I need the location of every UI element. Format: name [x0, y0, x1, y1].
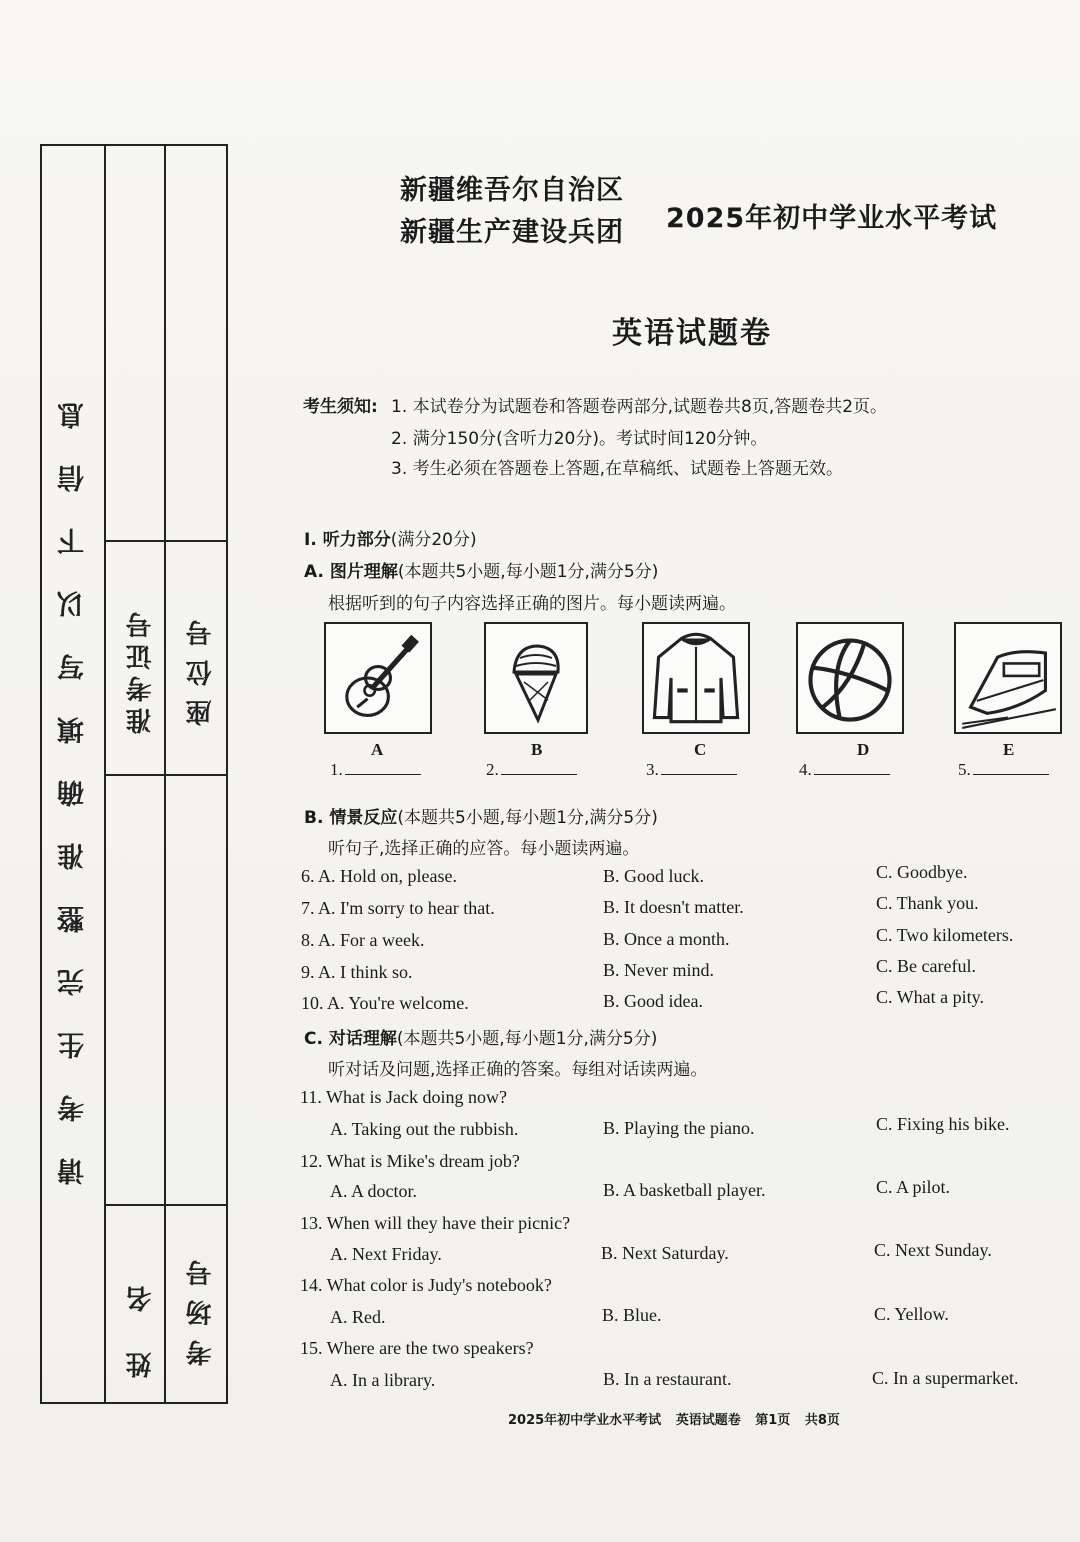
side-instruction: 请考生完整准确填写以下信息	[58, 366, 89, 1185]
option-b[interactable]: B. Once a month.	[603, 929, 730, 949]
field-seat-number[interactable]: 座位号	[186, 606, 216, 726]
option-b[interactable]: B. A basketball player.	[603, 1180, 766, 1200]
answer-blank-2[interactable]: 2.	[486, 760, 577, 780]
region-line-2: 新疆生产建设兵团	[400, 217, 624, 248]
option-b[interactable]: B. Playing the piano.	[603, 1118, 755, 1138]
part-c-instruction: 听对话及问题,选择正确的答案。每组对话读两遍。	[328, 1060, 708, 1080]
option-a[interactable]: 9. A. I think so.	[301, 962, 413, 982]
question-text: 15. Where are the two speakers?	[300, 1338, 534, 1358]
picture-d	[796, 622, 904, 734]
footer-total: 共8页	[804, 1413, 840, 1428]
notice-label: 考生须知:	[303, 397, 378, 417]
footer-subject: 英语试题卷	[675, 1413, 741, 1428]
option-a[interactable]: 10. A. You're welcome.	[301, 993, 469, 1013]
region-header	[400, 170, 624, 254]
exam-name: 2025年初中学业水平考试	[666, 203, 998, 234]
footer-exam: 2025年初中学业水平考试	[508, 1413, 662, 1428]
picture-letter: B	[531, 740, 543, 759]
picture-letter: A	[371, 740, 384, 759]
option-b[interactable]: B. Never mind.	[603, 960, 714, 980]
picture-letter: C	[694, 740, 707, 759]
question-text: 13. When will they have their picnic?	[300, 1213, 571, 1233]
option-a[interactable]: 8. A. For a week.	[301, 930, 425, 950]
option-a[interactable]: 7. A. I'm sorry to hear that.	[301, 898, 495, 918]
question-text: 14. What color is Judy's notebook?	[300, 1275, 552, 1295]
candidate-info-box	[40, 144, 228, 1404]
option-c[interactable]: C. Yellow.	[874, 1304, 949, 1324]
candidate-notice	[303, 392, 888, 479]
option-a[interactable]: A. Taking out the rubbish.	[330, 1119, 519, 1139]
question-text: 12. What is Mike's dream job?	[300, 1151, 520, 1171]
option-c[interactable]: C. In a supermarket.	[872, 1368, 1019, 1388]
option-c[interactable]: C. Next Sunday.	[874, 1240, 992, 1260]
part-a-instruction: 根据听到的句子内容选择正确的图片。每小题读两遍。	[328, 594, 736, 614]
picture-letter: D	[857, 740, 870, 759]
notice-item: 3. 考生必须在答题卷上答题,在草稿纸、试题卷上答题无效。	[391, 459, 844, 479]
option-b[interactable]: B. It doesn't matter.	[603, 897, 744, 917]
jacket-icon	[644, 624, 748, 732]
picture-b	[484, 622, 588, 734]
question-text: 11. What is Jack doing now?	[300, 1087, 507, 1107]
footer-page: 第1页	[755, 1413, 791, 1428]
ice-cream-icon	[486, 624, 586, 732]
picture-c	[642, 622, 750, 734]
guitar-icon	[326, 624, 430, 732]
field-exam-number[interactable]: 准考证号	[126, 606, 156, 734]
option-c[interactable]: C. A pilot.	[876, 1177, 951, 1197]
train-icon	[956, 624, 1060, 732]
volleyball-icon	[798, 624, 902, 732]
option-b[interactable]: B. Good luck.	[603, 866, 704, 886]
option-c[interactable]: C. Be careful.	[876, 956, 976, 976]
answer-blank-3[interactable]: 3.	[646, 760, 737, 780]
option-c[interactable]: C. Goodbye.	[876, 862, 968, 882]
notice-item: 2. 满分150分(含听力20分)。考试时间120分钟。	[391, 429, 768, 449]
option-b[interactable]: B. Good idea.	[603, 991, 703, 1011]
answer-blank-4[interactable]: 4.	[799, 760, 890, 780]
part-a-heading: A. 图片理解(本题共5小题,每小题1分,满分5分)	[304, 562, 659, 582]
field-exam-room[interactable]: 考场号	[186, 1246, 216, 1366]
notice-item: 1. 本试卷分为试题卷和答题卷两部分,试题卷共8页,答题卷共2页。	[391, 397, 888, 417]
section-heading: Ⅰ. 听力部分(满分20分)	[304, 530, 477, 550]
option-c[interactable]: C. What a pity.	[876, 987, 984, 1007]
option-a[interactable]: A. Red.	[330, 1307, 386, 1327]
part-b-heading: B. 情景反应(本题共5小题,每小题1分,满分5分)	[304, 808, 658, 828]
region-line-1: 新疆维吾尔自治区	[400, 175, 624, 206]
answer-blank-1[interactable]: 1.	[330, 760, 421, 780]
option-a[interactable]: A. A doctor.	[330, 1181, 418, 1201]
picture-a	[324, 622, 432, 734]
picture-letter: E	[1003, 740, 1015, 759]
option-a[interactable]: 6. A. Hold on, please.	[301, 866, 457, 886]
paper-title: 英语试题卷	[612, 316, 772, 351]
part-c-heading: C. 对话理解(本题共5小题,每小题1分,满分5分)	[304, 1029, 658, 1049]
option-c[interactable]: C. Fixing his bike.	[876, 1114, 1010, 1134]
option-b[interactable]: B. Next Saturday.	[601, 1243, 729, 1263]
part-b-instruction: 听句子,选择正确的应答。每小题读两遍。	[328, 839, 640, 859]
option-c[interactable]: C. Two kilometers.	[876, 925, 1014, 945]
picture-e	[954, 622, 1062, 734]
option-b[interactable]: B. In a restaurant.	[603, 1369, 732, 1389]
page-footer	[508, 1409, 850, 1428]
option-b[interactable]: B. Blue.	[602, 1305, 662, 1325]
option-a[interactable]: A. Next Friday.	[330, 1244, 442, 1264]
option-a[interactable]: A. In a library.	[330, 1370, 436, 1390]
option-c[interactable]: C. Thank you.	[876, 893, 979, 913]
field-name[interactable]: 姓名	[126, 1246, 156, 1378]
answer-blank-5[interactable]: 5.	[958, 760, 1049, 780]
